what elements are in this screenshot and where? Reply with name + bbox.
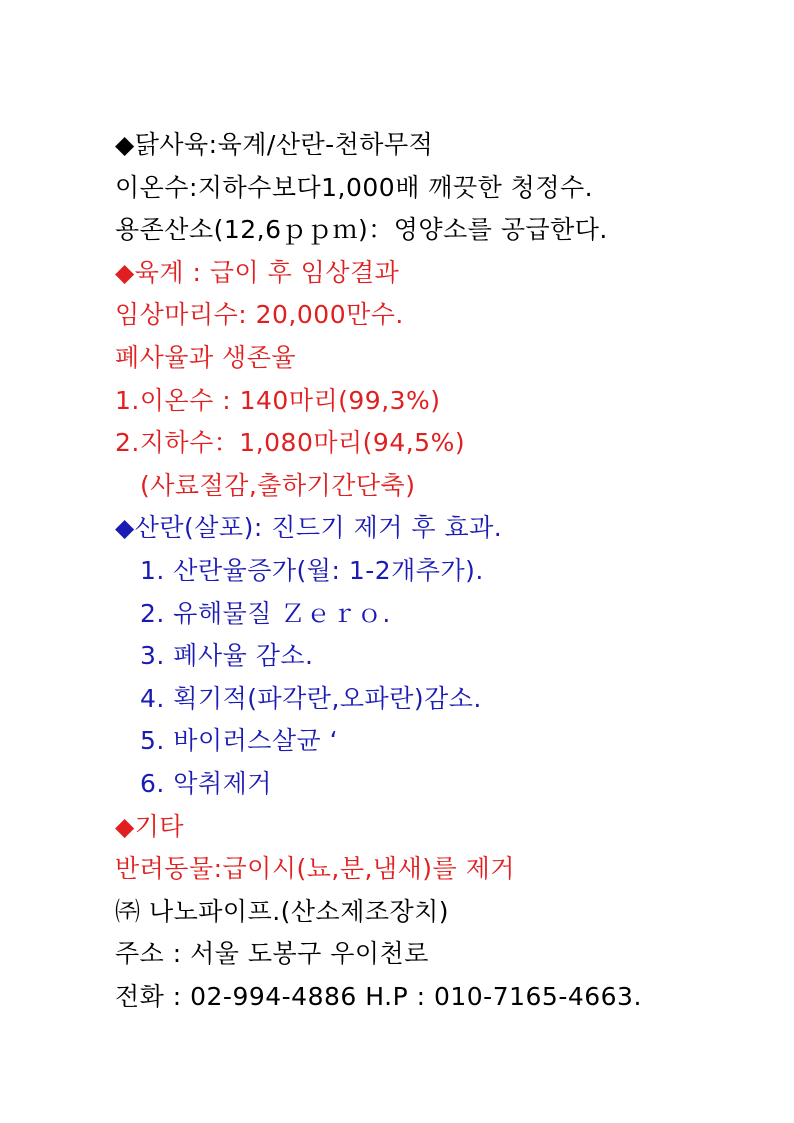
heading-laying-hens: ◆산란(살포): 진드기 제거 후 효과.: [115, 513, 503, 543]
feed-savings-note: (사료절감,출하기간단축): [140, 470, 416, 500]
list-item: 4. 획기적(파각란,오파란)감소.: [140, 683, 482, 713]
address-line: 주소 : 서울 도봉구 우이천로: [115, 939, 429, 969]
list-item: 5. 바이러스살균 ‘: [140, 726, 339, 756]
document-page: [115, 124, 775, 1018]
ionized-water-line: 이온수:지하수보다1,000배 깨끗한 청정수.: [115, 172, 594, 202]
result-groundwater: 2.지하수：1,080마리(94,5%): [115, 428, 466, 458]
clinical-count-line: 임상마리수: 20,000만수.: [115, 300, 404, 330]
result-ionized-water: 1.이온수 : 140마리(99,3%): [115, 385, 441, 415]
phone-line: 전화 : 02-994-4886 H.P : 010-7165-4663.: [115, 981, 642, 1011]
list-item: 6. 악취제거: [140, 768, 272, 798]
list-item: 2. 유해물질 Ｚｅｒｏ.: [140, 598, 391, 628]
dissolved-oxygen-line: 용존산소(12,6ｐｐｍ)：영양소를 공급한다.: [115, 215, 608, 245]
list-item: 3. 폐사율 감소.: [140, 641, 314, 671]
heading-broiler-results: ◆육계 : 급이 후 임상결과: [115, 257, 400, 287]
company-name: ㈜ 나노파이프.(산소제조장치): [115, 896, 450, 926]
heading-other: ◆기타: [115, 811, 185, 841]
list-item: 1. 산란율증가(월: 1-2개추가).: [140, 555, 484, 585]
heading-chicken-farming: ◆닭사육:육계/산란-천하무적: [115, 130, 434, 159]
mortality-survival-line: 폐사율과 생존율: [115, 342, 296, 372]
pet-line: 반려동물:급이시(뇨,분,냄새)를 제거: [115, 854, 515, 884]
